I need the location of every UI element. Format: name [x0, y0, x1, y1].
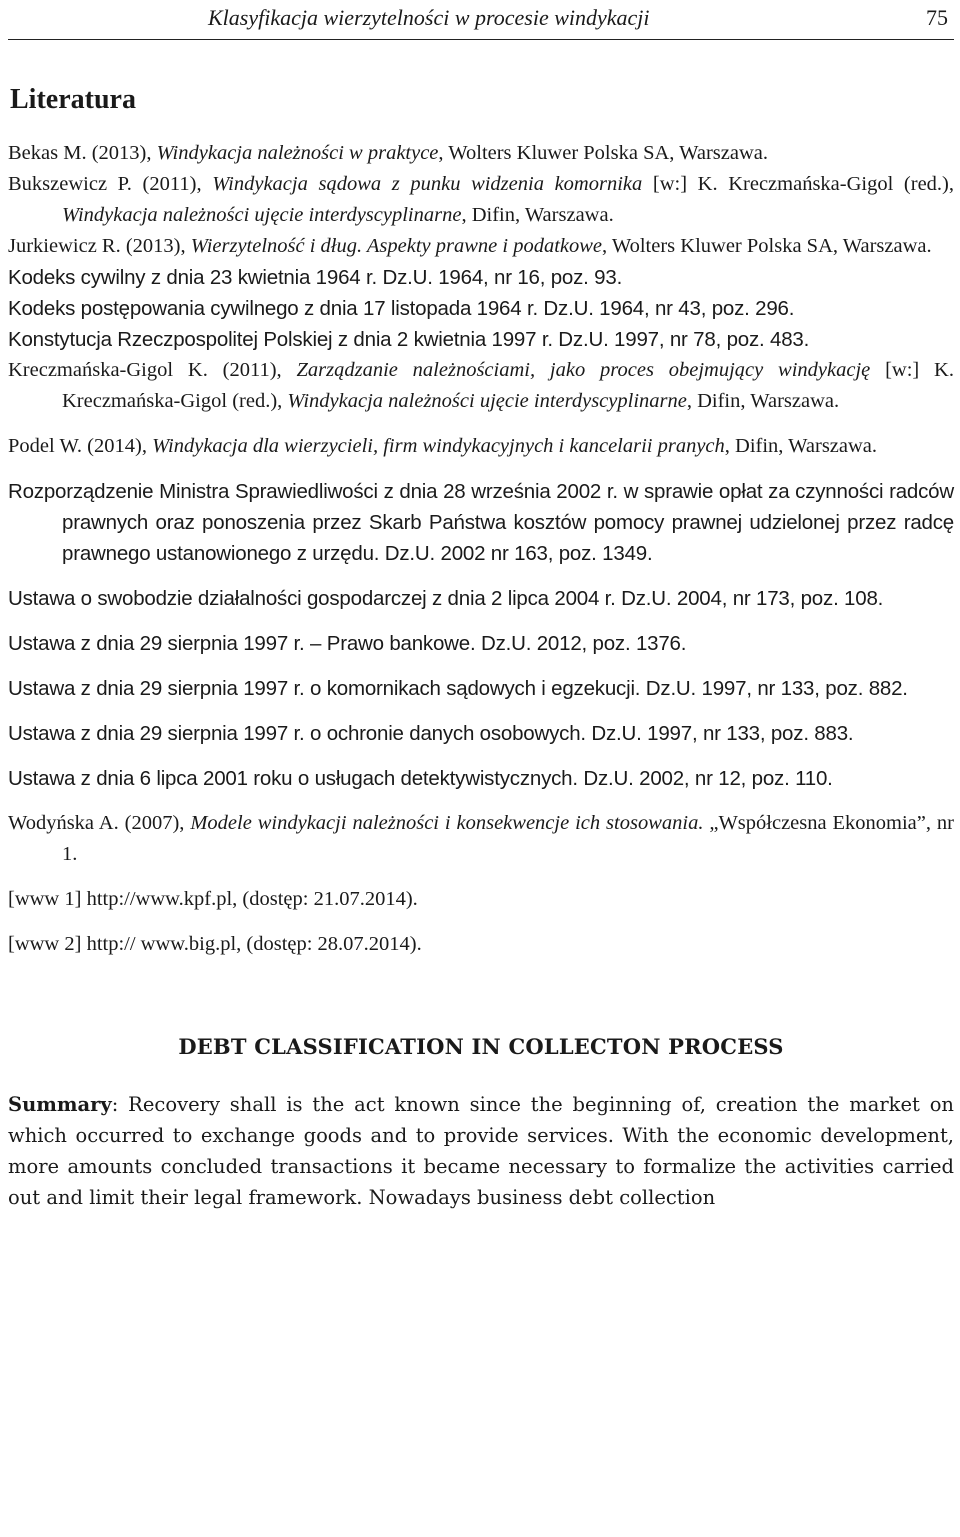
reference-item: Konstytucja Rzeczpospolitej Polskiej z dnia 2 kwietnia 1997 r. Dz.U. 1997, nr 78, poz. 483. — [8, 328, 810, 351]
reference-item: Kreczmańska-Gigol K. (2011), Zarządzanie należnościami, jako proces obejmujący windykację [w:] K. Kreczmańska-Gigol (red.), Windykacja należności ujęcie interdyscyplinarne, Difin, Warszawa. — [8, 359, 954, 412]
reference-item: Ustawa o swobodzie działalności gospodarczej z dnia 2 lipca 2004 r. Dz.U. 2004, nr 173, poz. 108. — [8, 587, 884, 610]
reference-item: Ustawa z dnia 29 sierpnia 1997 r. o ochronie danych osobowych. Dz.U. 1997, nr 133, poz. 883. — [8, 722, 854, 745]
reference-item: Podel W. (2014), Windykacja dla wierzycieli, firm windykacyjnych i kancelarii pranych, Difin, Warszawa. — [8, 435, 878, 457]
reference-item: Jurkiewicz R. (2013), Wierzytelność i dług. Aspekty prawne i podatkowe, Wolters Kluwer Polska SA, Warszawa. — [8, 235, 932, 257]
reference-item: Bekas M. (2013), Windykacja należności w praktyce, Wolters Kluwer Polska SA, Warszawa. — [8, 142, 768, 164]
running-header — [8, 0, 954, 40]
reference-item: Kodeks cywilny z dnia 23 kwietnia 1964 r. Dz.U. 1964, nr 16, poz. 93. — [8, 266, 623, 289]
reference-item: [www 1] http://www.kpf.pl, (dostęp: 21.07.2014). — [8, 888, 418, 910]
summary-text: : Recovery shall is the act known since the beginning of, creation the market on which occurred to exchange goods and to provide services. With the economic development, more amounts concluded transactions it became necessary to formalize the activities carried out and limit their legal framework. Nowadays business debt collection — [8, 1093, 954, 1209]
reference-list — [8, 138, 954, 960]
reference-item: Kodeks postępowania cywilnego z dnia 17 listopada 1964 r. Dz.U. 1964, nr 43, poz. 296. — [8, 297, 795, 320]
reference-item: Rozporządzenie Ministra Sprawiedliwości z dnia 28 września 2002 r. w sprawie opłat za czynności radców prawnych oraz ponoszenia przez Skarb Państwa kosztów pomocy prawnej udzielonej przez radcę prawnego ustanowionego z urzędu. Dz.U. 2002 nr 163, poz. 1349. — [8, 480, 954, 565]
reference-item: [www 2] http:// www.big.pl, (dostęp: 28.07.2014). — [8, 933, 422, 955]
reference-item: Ustawa z dnia 29 sierpnia 1997 r. – Prawo bankowe. Dz.U. 2012, poz. 1376. — [8, 632, 687, 655]
reference-item: Ustawa z dnia 29 sierpnia 1997 r. o komornikach sądowych i egzekucji. Dz.U. 1997, nr 133, poz. 882. — [8, 677, 908, 700]
page-number: 75 — [926, 5, 948, 30]
summary-paragraph — [8, 1089, 954, 1213]
reference-item: Ustawa z dnia 6 lipca 2001 roku o usługach detektywistycznych. Dz.U. 2002, nr 12, poz. 110. — [8, 767, 833, 790]
running-title: Klasyfikacja wierzytelności w procesie windykacji — [208, 5, 650, 30]
section-heading: Literatura — [10, 84, 136, 115]
summary-label: Summary — [8, 1093, 112, 1116]
reference-item: Wodyńska A. (2007), Modele windykacji należności i konsekwencje ich stosowania. „Współczesna Ekonomia”, nr 1. — [8, 812, 954, 865]
reference-item: Bukszewicz P. (2011), Windykacja sądowa z punku widzenia komornika [w:] K. Kreczmańska-Gigol (red.), Windykacja należności ujęcie interdyscyplinarne, Difin, Warszawa. — [8, 173, 954, 226]
english-title: DEBT CLASSIFICATION IN COLLECTON PROCESS — [178, 1034, 784, 1059]
